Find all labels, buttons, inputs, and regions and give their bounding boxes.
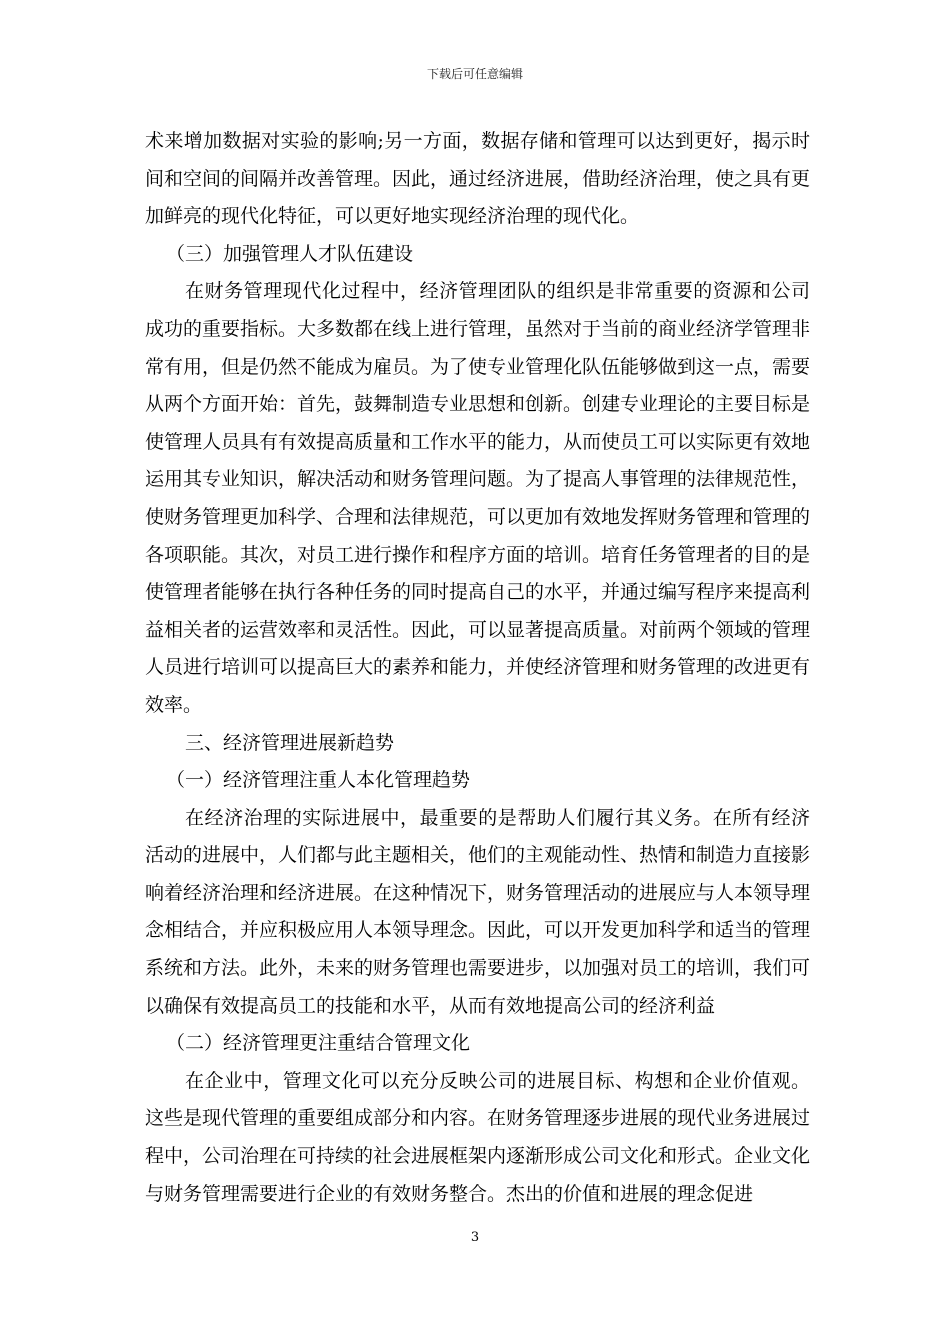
paragraph-management-culture: 在企业中，管理文化可以充分反映公司的进展目标、构想和企业价值观。这些是现代管理的重要组成部分和内容。在财务管理逐步进展的现代业务进展过程中，公司治理在可持续的社会进展框架内逐渐形成公司文化和形式。企业文化与财务管理需要进行企业的有效财务整合。杰出的价值和进展的理念促进 — [145, 1069, 811, 1205]
page-header: 下载后可任意编辑 — [426, 67, 523, 81]
document-body — [145, 123, 810, 1213]
paragraph-talent-team: 在财务管理现代化过程中，经济管理团队的组织是非常重要的资源和公司成功的重要指标。大多数都在线上进行管理，虽然对于当前的商业经济学管理非常有用，但是仍然不能成为雇员。为了使专业管理化队伍能够做到这一点，需要从两个方面开始：首先，鼓舞制造专业思想和创新。创建专业理论的主要目标是使管理人员具有有效提高质量和工作水平的能力，从而使员工可以实际更有效地运用其专业知识，解决活动和财务管理问题。为了提高人事管理的法律规范性，使财务管理更加科学、合理和法律规范，可以更加有效地发挥财务管理和管理的各项职能。其次，对员工进行操作和程序方面的培训。培育任务管理者的目的是使管理者能够在执行各种任务的同时提高自己的水平，并通过编写程序来提高利益相关者的运营效率和灵活性。因此，可以显著提高质量。对前两个领域的管理人员进行培训可以提高巨大的素养和能力，并使经济管理和财务管理的改进更有效率。 — [145, 280, 811, 716]
page-number: 3 — [470, 1230, 480, 1245]
section-heading-2: （二）经济管理更注重结合管理文化 — [166, 1032, 471, 1055]
chapter-heading-trends: 三、经济管理进展新趋势 — [185, 731, 395, 754]
paragraph-humanistic-management: 在经济治理的实际进展中，最重要的是帮助人们履行其义务。在所有经济活动的进展中，人们都与此主题相关，他们的主观能动性、热情和制造力直接影响着经济治理和经济进展。在这种情况下，财务管理活动的进展应与人本领导理念相结合，并应积极应用人本领导理念。因此，可以开发更加科学和适当的管理系统和方法。此外，未来的财务管理也需要进步，以加强对员工的培训，我们可以确保有效提高员工的技能和水平，从而有效地提高公司的经济利益 — [145, 806, 811, 1017]
paragraph-continuation: 术来增加数据对实验的影响;另一方面，数据存储和管理可以达到更好，揭示时间和空间的间隔并改善管理。因此，通过经济进展，借助经济治理，使之具有更加鲜亮的现代化特征，可以更好地实现经济治理的现代化。 — [145, 130, 811, 228]
section-heading-3: （三）加强管理人才队伍建设 — [166, 242, 414, 265]
section-heading-1: （一）经济管理注重人本化管理趋势 — [166, 769, 471, 792]
